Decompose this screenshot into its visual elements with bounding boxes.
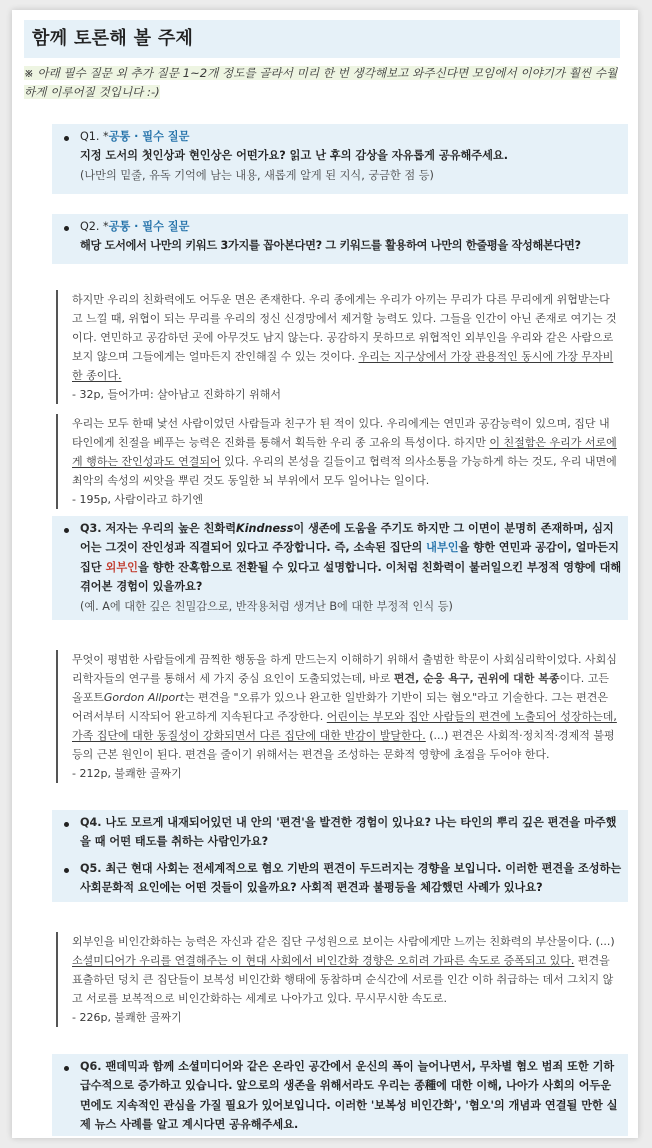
quote1-source: - 32p, 들어가며: 살아남고 진화하기 위해서 <box>72 388 282 401</box>
q1-label: Q1. * <box>80 130 109 143</box>
question-q2 <box>52 214 628 264</box>
bullet-icon <box>64 822 69 827</box>
quote3-text-3: 는 편견을 "오류가 있으나 완고한 일반화가 기반이 되는 혐오"라고 기술한다. 그는 편견은 어려서부터 시작되어 완고하게 지속된다고 주장한다. <box>72 691 609 723</box>
bullet-icon <box>64 226 69 231</box>
quote3-text-2: 이다. 고든 올포트 <box>72 672 610 704</box>
quote-block-3 <box>56 650 618 783</box>
question-q3 <box>52 516 628 620</box>
quote2-source: - 195p, 사람이라고 하기엔 <box>72 493 203 506</box>
q5-label: Q5. <box>80 862 106 875</box>
q6-text: 팬데믹과 함께 소셜미디어와 같은 온라인 공간에서 운신의 폭이 늘어나면서, 무차별 혐오 범죄 또한 기하급수적으로 증가하고 있습니다. 앞으로의 생존을 위해서라도 우리는 종種에 대한 이해, 나아가 사회의 어두운 면에도 지속적인 관심을 가질 필요가 있어보입니다. 이러한 '보복성 비인간화', '혐오'의 개념과 연결될 만한 실제 뉴스 사례를 알고 계시다면 공유해주세요. <box>80 1060 618 1132</box>
q6-label: Q6. <box>80 1060 106 1073</box>
q2-label: Q2. * <box>80 220 109 233</box>
quote1-underline: 우리는 지구상에서 가장 관용적인 동시에 가장 무자비한 종이다. <box>72 350 614 382</box>
quote3-source: - 212p, 불쾌한 골짜기 <box>72 767 182 780</box>
quote2-text: 우리는 모두 한때 낯선 사람이었던 사람들과 친구가 된 적이 있다. 우리에게는 연민과 공감능력이 있으며, 집단 내 타인에게 친절을 베푸는 능력은 진화를 통해서 획득한 우리 종 고유의 특성이다. 하지만 <box>72 417 610 449</box>
quote4-text-2: 편견을 표출하던 덩치 큰 집단들이 보복성 비인간화 행태에 동참하며 순식간에 서로를 인간 이하 취급하는 데서 그치지 않고 서로를 보복적으로 비인간화하는 세계로 나아가고 있다. 무시무시한 속도로. <box>72 954 614 1005</box>
quote4-text-1: 외부인을 비인간화하는 능력은 자신과 같은 집단 구성원으로 보이는 사람에게만 느끼는 친화력의 부산물이다. (...) <box>72 935 615 948</box>
q3-text-1: 저자는 우리의 높은 친화력 <box>105 522 237 535</box>
question-q6 <box>52 1054 628 1136</box>
q3-label: Q3. <box>80 522 106 535</box>
page-title: 함께 토론해 볼 주제 <box>24 20 620 58</box>
intro-note <box>24 64 624 102</box>
q3-text-2: 이 생존에 도움을 주기도 하지만 그 이면이 분명히 존재하며, 심지어는 그것이 잔인성과 직결되어 있다고 주장합니다. 즉, 소속된 집단의 <box>80 522 614 555</box>
quote2-text-end: 있다. 우리의 본성을 길들이고 협력적 의사소통을 가능하게 하는 것도, 우리 내면에 최악의 속성의 씨앗을 뿌린 것도 동일한 뇌 부위에서 모두 일어나는 일이다. <box>72 455 617 487</box>
bullet-icon <box>64 1066 69 1071</box>
bullet-icon <box>64 868 69 873</box>
question-q5 <box>52 856 628 902</box>
quote-block-1 <box>56 290 618 404</box>
q2-text: 해당 도서에서 나만의 키워드 3가지를 꼽아본다면? 그 키워드를 활용하여 나만의 한줄평을 작성해본다면? <box>80 239 581 253</box>
quote3-bold: 편견, 순응 욕구, 권위에 대한 복종 <box>393 672 560 685</box>
intro-note-text: ※ 아래 필수 질문 외 추가 질문 1~2개 정도를 골라서 미리 한 번 생각해보고 와주신다면 모임에서 이야기가 훨씬 수월하게 이루어질 것입니다 :-) <box>24 66 618 99</box>
q5-text: 최근 현대 사회는 전세계적으로 혐오 기반의 편견이 두드러지는 경향을 보입니다. 이러한 편견을 조성하는 사회문화적 요인에는 어떤 것들이 있을까요? 사회적 편견과 불평등을 체감했던 사례가 있나요? <box>80 862 622 895</box>
q4-text: 나도 모르게 내재되어있던 내 안의 '편견'을 발견한 경험이 있나요? 나는 타인의 뿌리 깊은 편견을 마주했을 때 어떤 태도를 취하는 사람인가요? <box>80 816 617 849</box>
q3-outsider: 외부인 <box>105 560 138 574</box>
q3-text-3: 을 향한 연민과 공감이, 얼마든지 집단 <box>80 541 619 574</box>
quote3-text-1: 무엇이 평범한 사람들에게 끔찍한 행동을 하게 만드는지 이해하기 위해서 출범한 학문이 사회심리학이었다. 사회심리학자들의 연구를 통해서 세 가지 중심 요인이 도출되었는데, 바로 <box>72 653 617 685</box>
q1-tag: 공통 · 필수 질문 <box>108 130 190 143</box>
quote3-underline: 어린이는 부모와 집안 사람들의 편견에 노출되어 성장하는데, 가족 집단에 대한 동질성이 강화되면서 다른 집단에 대한 반감이 발달한다. <box>72 710 617 742</box>
bullet-icon <box>64 528 69 533</box>
quote3-allport: Gordon Allport <box>103 691 185 704</box>
quote4-source: - 226p, 불쾌한 골짜기 <box>72 1011 182 1024</box>
question-q4 <box>52 810 628 856</box>
q1-text: 지정 도서의 첫인상과 현인상은 어떤가요? 읽고 난 후의 감상을 자유롭게 공유해주세요. <box>80 149 508 163</box>
document-card <box>12 10 638 1138</box>
question-q1 <box>52 124 628 194</box>
q3-text-4: 을 향한 잔혹함으로 전환될 수 있다고 설명합니다. 이처럼 친화력이 불러일으킨 부정적 영향에 대해 겪어본 경험이 있을까요? <box>80 560 622 594</box>
quote1-text: 하지만 우리의 친화력에도 어두운 면은 존재한다. 우리 종에게는 우리가 아끼는 무리가 다른 무리에게 위협받는다고 느낄 때, 위협이 되는 무리를 우리의 정신 신경망에서 제거할 능력도 있다. 그들을 인간이 아닌 존재로 여기는 것이다. 연민하고 공감하던 곳에 아무것도 남지 않는다. 공감하지 못하므로 위협적인 외부인을 우리와 같은 사람으로 보지 않으며 그들에게는 얼마든지 잔인해질 수 있는 것이다. <box>72 293 617 363</box>
quote-block-2 <box>56 414 618 509</box>
q3-sub: (예. A에 대한 깊은 친밀감으로, 반작용처럼 생겨난 B에 대한 부정적 인식 등) <box>80 599 453 613</box>
q4-label: Q4. <box>80 816 106 829</box>
quote4-underline: 소셜미디어가 우리를 연결해주는 이 현대 사회에서 비인간화 경향은 오히려 가파른 속도로 증폭되고 있다. <box>72 954 575 967</box>
quote2-underline: 이 친절함은 우리가 서로에게 행하는 잔인성과도 연결되어 <box>72 436 617 468</box>
q3-insider: 내부인 <box>426 541 459 555</box>
q3-kindness: Kindness <box>236 522 294 535</box>
quote3-text-4: (...) 편견은 사회적·정치적·경제적 불평등의 근본 원인이 된다. 편견을 줄이기 위해서는 편견을 조성하는 문화적 영향에 초점을 두어야 한다. <box>72 729 615 761</box>
q2-tag: 공통 · 필수 질문 <box>108 220 190 233</box>
bullet-icon <box>64 136 69 141</box>
quote-block-4 <box>56 932 618 1027</box>
q1-sub: (나만의 밑줄, 유독 기억에 남는 내용, 새롭게 알게 된 지식, 궁금한 점 등) <box>80 168 434 182</box>
